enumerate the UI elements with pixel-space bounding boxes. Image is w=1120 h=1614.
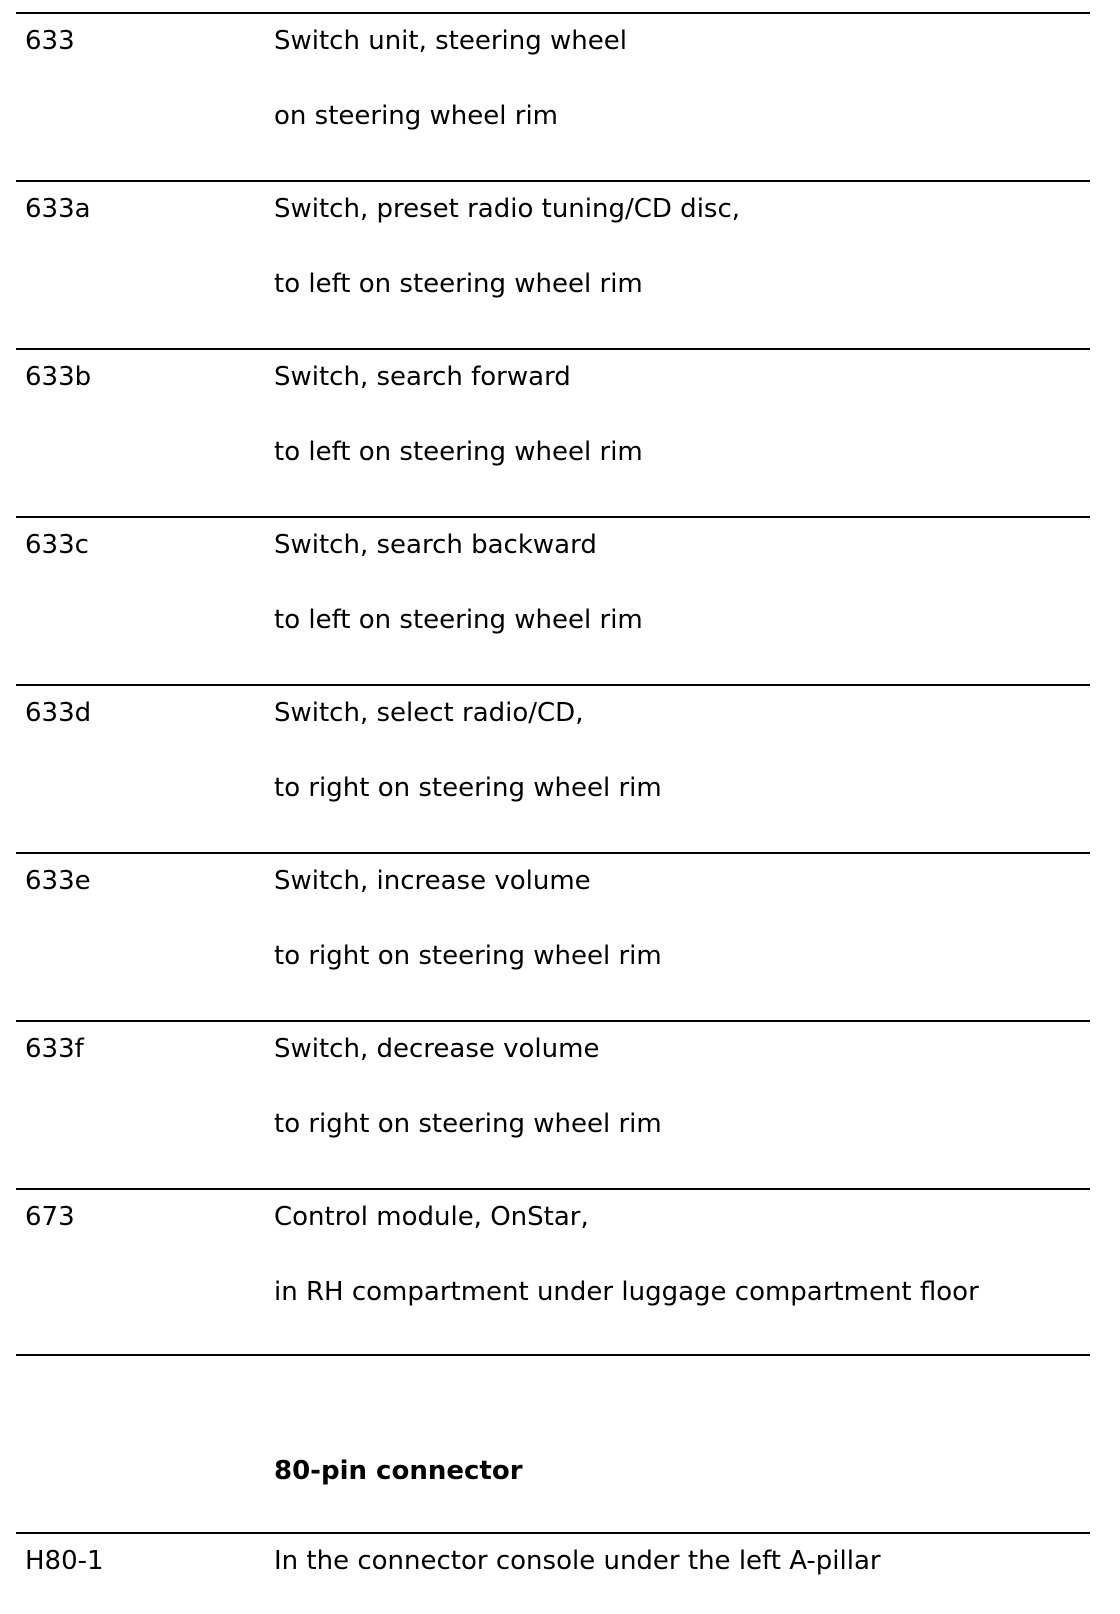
component-code: 633d: [25, 698, 92, 728]
table-row: [16, 348, 1090, 516]
component-description: Switch, increase volume: [274, 866, 591, 896]
component-code: 633b: [25, 362, 92, 392]
component-description: Switch, search backward: [274, 530, 597, 560]
component-description: Switch, decrease volume: [274, 1034, 600, 1064]
component-location: to right on steering wheel rim: [274, 941, 662, 971]
component-code: 673: [25, 1202, 75, 1232]
table-row: [16, 684, 1090, 852]
connector-location: In the connector console under the left A-pillar: [274, 1546, 881, 1576]
component-location: on steering wheel rim: [274, 101, 559, 131]
component-code: 633f: [25, 1034, 84, 1064]
component-description: Switch unit, steering wheel: [274, 26, 627, 56]
component-description: Control module, OnStar,: [274, 1202, 589, 1232]
component-location: to right on steering wheel rim: [274, 773, 662, 803]
connector-row: [16, 1532, 1090, 1614]
component-location: in RH compartment under luggage compartment floor: [274, 1277, 979, 1307]
component-location: to left on steering wheel rim: [274, 437, 643, 467]
component-description: Switch, preset radio tuning/CD disc,: [274, 194, 741, 224]
table-row: [16, 852, 1090, 1020]
component-description: Switch, search forward: [274, 362, 571, 392]
table-row: [16, 1188, 1090, 1356]
table-row: [16, 516, 1090, 684]
component-code: 633c: [25, 530, 89, 560]
section-heading: 80-pin connector: [274, 1456, 523, 1486]
component-table: [16, 12, 1090, 1356]
component-location: to right on steering wheel rim: [274, 1109, 662, 1139]
component-location: to left on steering wheel rim: [274, 605, 643, 635]
component-code: 633e: [25, 866, 91, 896]
table-row: [16, 12, 1090, 180]
component-description: Switch, select radio/CD,: [274, 698, 584, 728]
component-code: 633: [25, 26, 75, 56]
connector-code: H80-1: [25, 1546, 104, 1576]
component-code: 633a: [25, 194, 91, 224]
table-row: [16, 180, 1090, 348]
component-location: to left on steering wheel rim: [274, 269, 643, 299]
table-row: [16, 1020, 1090, 1188]
